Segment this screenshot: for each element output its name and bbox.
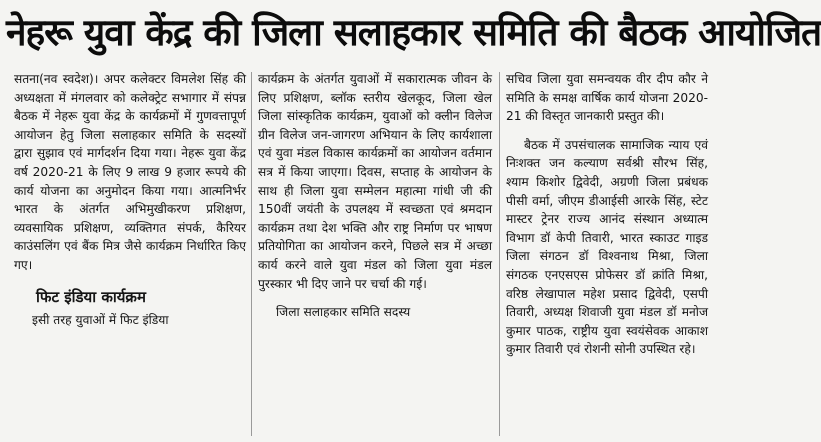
subheading: फिट इंडिया कार्यक्रम <box>36 287 146 306</box>
paragraph: कार्यक्रम के अंतर्गत युवाओं में सकारात्मक जीवन के लिए प्रशिक्षण, ब्लॉक स्तरीय खेलकूद, जिला खेल जिला सांस्कृतिक कार्यक्रम, युवाओं को क्लीन विलेज ग्रीन विलेज जन-जागरण अभियान के लिए कार्यशाला एवं युवा मंडल विकास कार्यक्रमों का आयोजन वर्तमान सत्र में किया जाएगा। दिवस, सप्ताह के आयोजन के साथ ही जिला युवा सम्मेलन महात्मा गांधी जी की 150वीं जयंती के उपलक्ष्य में स्वच्छता एवं श्रमदान कार्यक्रम तथा देश भक्ति और राष्ट्र निर्माण पर भाषण प्रतियोगिता का आयोजन करने, पिछले सत्र में अच्छा कार्य करने वाले युवा मंडल को जिला युवा मंडल पुरस्कार भी दिए जाने पर चर्चा की गई। <box>258 72 492 291</box>
article-column-3 <box>506 70 708 438</box>
column-divider <box>251 72 252 436</box>
article-column-1 <box>14 70 246 438</box>
article-column-2 <box>258 70 492 438</box>
paragraph: बैठक में उपसंचालक सामाजिक न्याय एवं निःशक्त जन कल्याण सर्वश्री सौरभ सिंह, श्याम किशोर द्विवेदी, अग्रणी जिला प्रबंधक पीसी वर्मा, जीएम डीआईसी आरके सिंह, स्टेट मास्टर ट्रेनर राज्य आनंद संस्थान अध्यात्म विभाग डॉ केपी तिवारी, भारत स्काउट गाइड जिला संगठन डॉ विश्वनाथ मिश्रा, जिला संगठक एनएसएस प्रोफेसर डॉ क्रांति मिश्रा, वरिष्ठ लेखापाल महेश प्रसाद द्विवेदी, एसपी तिवारी, अध्यक्ष शिवाजी युवा मंडल डॉ मनोज कुमार पाठक, राष्ट्रीय युवा स्वयंसेवक आकाश कुमार तिवारी एवं रोशनी सोनी उपस्थित रहे। <box>506 137 708 357</box>
column-divider <box>499 72 500 436</box>
paragraph: इसी तरह युवाओं में फिट इंडिया <box>32 312 169 327</box>
paragraph: जिला सलाहकार समिति सदस्य <box>276 305 411 320</box>
headline: नेहरू युवा केंद्र की जिला सलाहकार समिति की बैठक आयोजित <box>6 11 821 54</box>
paragraph: सचिव जिला युवा समन्वयक वीर दीप कौर ने समिति के समक्ष वार्षिक कार्य योजना 2020-21 की विस्तृत जानकारी प्रस्तुत की। <box>506 72 708 124</box>
paragraph: सतना(नव स्वदेश)। अपर कलेक्टर विमलेश सिंह की अध्यक्षता में मंगलवार को कलेक्ट्रेट सभागार में संपन्न बैठक में नेहरू युवा केंद्र के कार्यक्रमों में गुणवत्तापूर्ण आयोजन हेतु जिला सलाहकार समिति के सदस्यों द्वारा सुझाव एवं मार्गदर्शन दिया गया। नेहरू युवा केंद्र वर्ष 2020-21 के लिए 9 लाख 9 हजार रूपये की कार्य योजना का अनुमोदन किया गया। आत्मनिर्भर भारत के अंतर्गत अभिमुखीकरण प्रशिक्षण, व्यवसायिक प्रशिक्षण, व्यक्तिगत संपर्क, कैरियर काउंसलिंग एवं बैंक मित्र जैसे कार्यक्रम निर्धारित किए गए। <box>14 72 246 272</box>
